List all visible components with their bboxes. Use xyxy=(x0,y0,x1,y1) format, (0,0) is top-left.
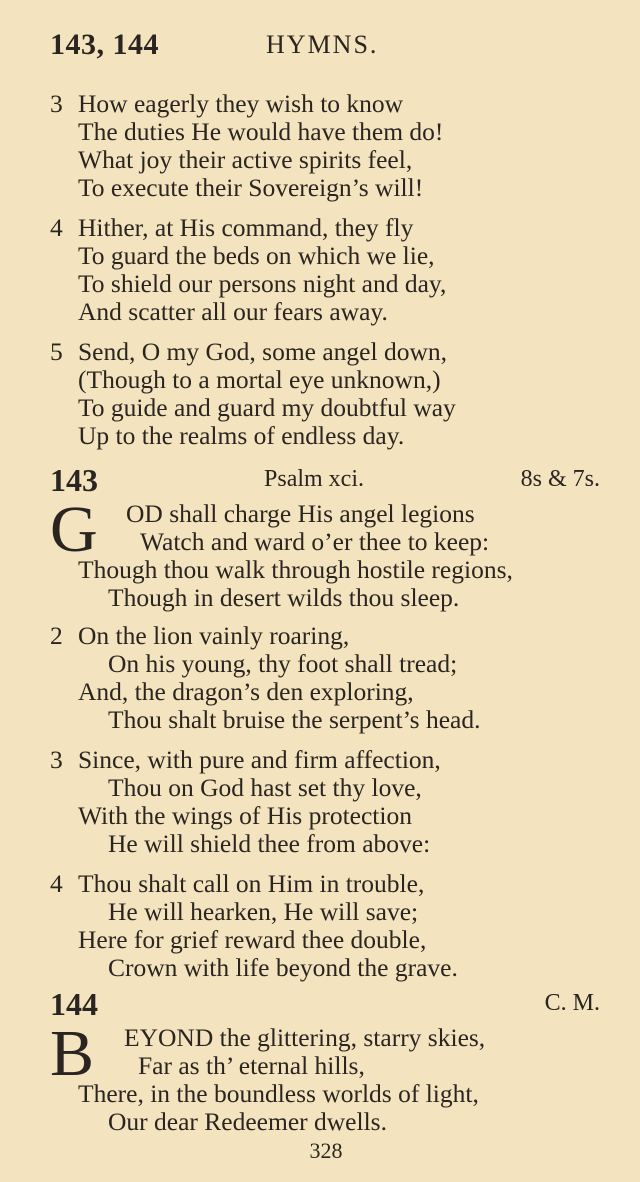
running-header xyxy=(50,28,600,68)
verse-line: Crown with life beyond the grave. xyxy=(108,953,458,982)
verse-line: Up to the realms of endless day. xyxy=(78,421,405,450)
verse-line: Thou on God hast set thy love, xyxy=(108,773,422,802)
verse-line: Hither, at His command, they fly xyxy=(78,213,414,242)
page-number-footer: 328 xyxy=(309,1138,343,1163)
hymn-meter: 8s & 7s. xyxy=(520,466,600,492)
verse-line: On the lion vainly roaring, xyxy=(78,621,350,650)
hymn-meter: C. M. xyxy=(544,990,600,1016)
verse-line: To execute their Sovereign’s will! xyxy=(78,173,424,202)
stanza-number: 5 xyxy=(50,337,63,366)
verse-line: Thou shalt call on Him in trouble, xyxy=(78,869,425,898)
verse-line: OD shall charge His angel legions xyxy=(126,499,475,528)
hymn-number: 143 xyxy=(50,462,98,498)
stanza xyxy=(50,90,610,202)
verse-line: Here for grief reward thee double, xyxy=(78,925,427,954)
hymn-psalm-reference: Psalm xci. xyxy=(264,466,364,492)
drop-cap: B xyxy=(50,1017,95,1090)
verse-line: Though in desert wilds thou sleep. xyxy=(108,583,460,612)
verse-line: How eagerly they wish to know xyxy=(78,89,404,118)
verse-line: Far as th’ eternal hills, xyxy=(138,1051,365,1080)
stanza-number: 3 xyxy=(50,745,63,774)
verse-line: Watch and ward o’er thee to keep: xyxy=(140,527,490,556)
drop-cap: G xyxy=(50,493,98,566)
stanza xyxy=(50,870,610,982)
verse-line: To guide and guard my doubtful way xyxy=(78,393,456,422)
verse-line: What joy their active spirits feel, xyxy=(78,145,413,174)
stanza-number: 3 xyxy=(50,89,63,118)
verse-line: With the wings of His protection xyxy=(78,801,412,830)
verse-line: Though thou walk through hostile regions, xyxy=(78,555,513,584)
hymn-heading xyxy=(50,462,600,498)
verse-line: Send, O my God, some angel down, xyxy=(78,337,448,366)
verse-line: To guard the beds on which we lie, xyxy=(78,241,435,270)
hymn-number: 144 xyxy=(50,986,98,1022)
stanza xyxy=(50,338,610,450)
verse-line: Thou shalt bruise the serpent’s head. xyxy=(108,705,481,734)
verse-line: EYOND the glittering, starry skies, xyxy=(124,1023,486,1052)
verse-line: Since, with pure and firm affection, xyxy=(78,745,441,774)
stanza-number: 4 xyxy=(50,213,63,242)
stanza-number: 4 xyxy=(50,869,63,898)
verse-line: Our dear Redeemer dwells. xyxy=(108,1107,387,1136)
header-title: HYMNS. xyxy=(266,30,379,59)
verse-line: To shield our persons night and day, xyxy=(78,269,447,298)
verse-line: There, in the boundless worlds of light, xyxy=(78,1079,479,1108)
verse-line: He will hearken, He will save; xyxy=(108,897,419,926)
verse-line: And, the dragon’s den exploring, xyxy=(78,677,414,706)
stanza xyxy=(50,214,610,326)
stanza xyxy=(50,746,610,858)
stanza-number: 2 xyxy=(50,621,63,650)
verse-line: He will shield thee from above: xyxy=(108,829,431,858)
header-page-numbers: 143, 144 xyxy=(50,28,159,61)
stanza xyxy=(50,622,610,734)
verse-line: On his young, thy foot shall tread; xyxy=(108,649,458,678)
verse-line: And scatter all our fears away. xyxy=(78,297,388,326)
stanza xyxy=(50,1017,610,1136)
stanza xyxy=(50,493,610,612)
hymn-heading xyxy=(50,986,600,1022)
verse-line: (Though to a mortal eye unknown,) xyxy=(78,365,441,394)
verse-line: The duties He would have them do! xyxy=(78,117,444,146)
